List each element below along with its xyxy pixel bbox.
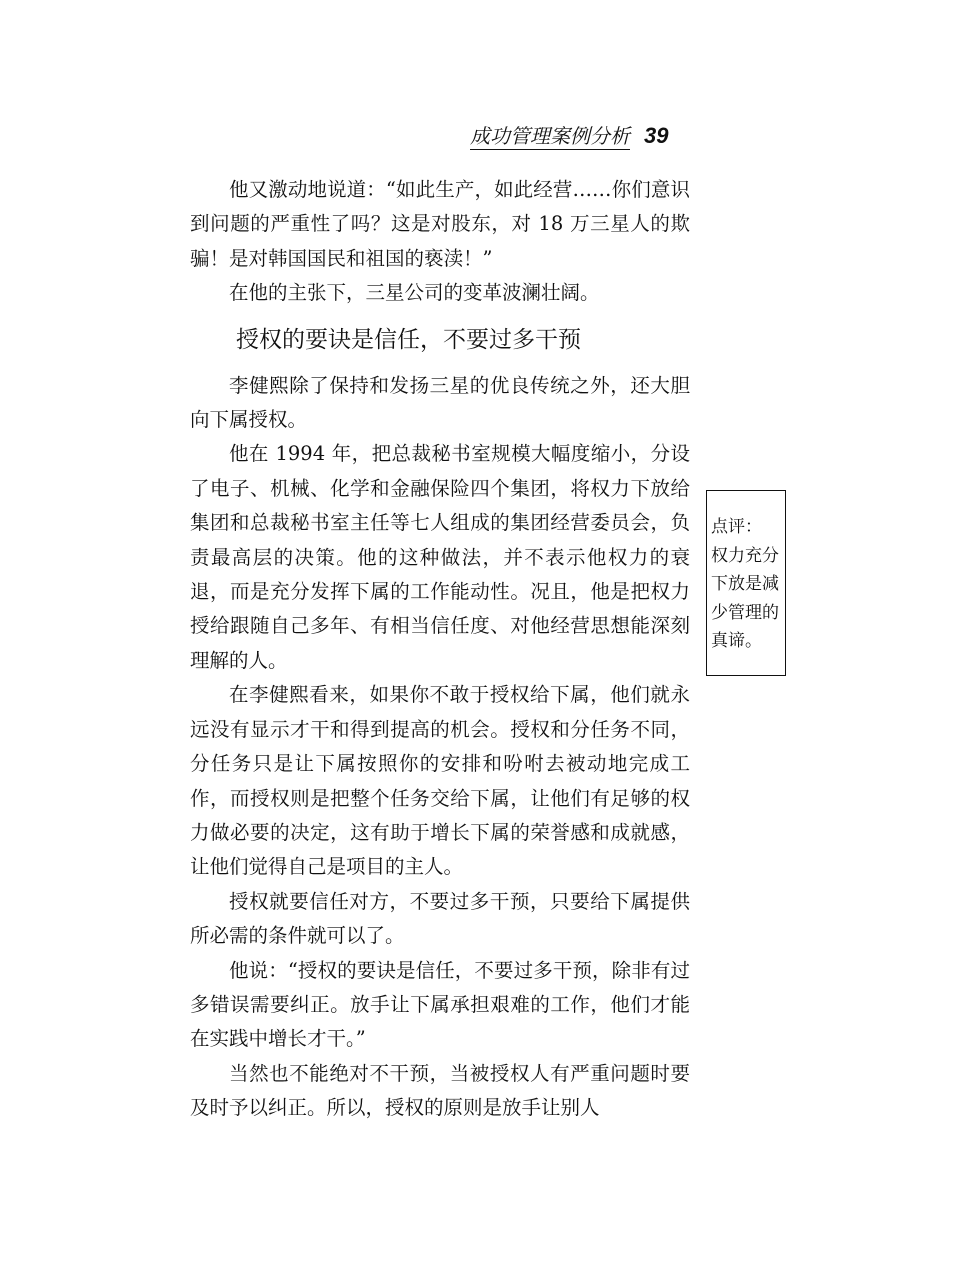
body-text: [190, 173, 690, 1126]
running-header-title: 成功管理案例分析: [470, 124, 630, 148]
paragraph: 授权就要信任对方，不要过多干预，只要给下属提供所必需的条件就可以了。: [190, 889, 690, 948]
comment-label: 点评：: [711, 517, 762, 537]
comment-text: 权力充分下放是减少管理的真谛。: [711, 545, 779, 651]
paragraph: 在李健熙看来，如果你不敢于授权给下属，他们就永远没有显示才干和得到提高的机会。授权和分任务不同，分任务只是让下属按照你的安排和吩咐去被动地完成工作，而授权则是把整个任务交给下属，让他们有足够的权力做必要的决定，这有助于增长下属的荣誉感和成就感，让他们觉得自己是项目的主人。: [190, 683, 690, 879]
paragraph: 在他的主张下，三星公司的变革波澜壮阔。: [229, 281, 600, 305]
paragraph: 他又激动地说道：“如此生产，如此经营……你们意识到问题的严重性了吗？这是对股东，对 18 万三星人的欺骗！是对韩国国民和祖国的亵渎！”: [190, 178, 690, 270]
paragraph: 他说：“授权的要诀是信任，不要过多干预，除非有过多错误需要纠正。放手让下属承担艰难的工作，他们才能在实践中增长才干。”: [190, 958, 690, 1051]
section-heading: 授权的要诀是信任，不要过多干预: [236, 326, 581, 353]
paragraph: 当然也不能绝对不干预，当被授权人有严重问题时要及时予以纠正。所以，授权的原则是放手让别人: [190, 1061, 690, 1120]
page-number: 39: [644, 123, 669, 148]
paragraph: 他在 1994 年，把总裁秘书室规模大幅度缩小，分设了电子、机械、化学和金融保险四个集团，将权力下放给集团和总裁秘书室主任等七人组成的集团经营委员会，负责最高层的决策。他的这种做法，并不表示他权力的衰退，而是充分发挥下属的工作能动性。况且，他是把权力授给跟随自己多年、有相当信任度、对他经营思想能深刻理解的人。: [190, 442, 690, 672]
paragraph: 李健熙除了保持和发扬三星的优良传统之外，还大胆向下属授权。: [190, 373, 690, 432]
margin-comment-box: [706, 490, 786, 676]
